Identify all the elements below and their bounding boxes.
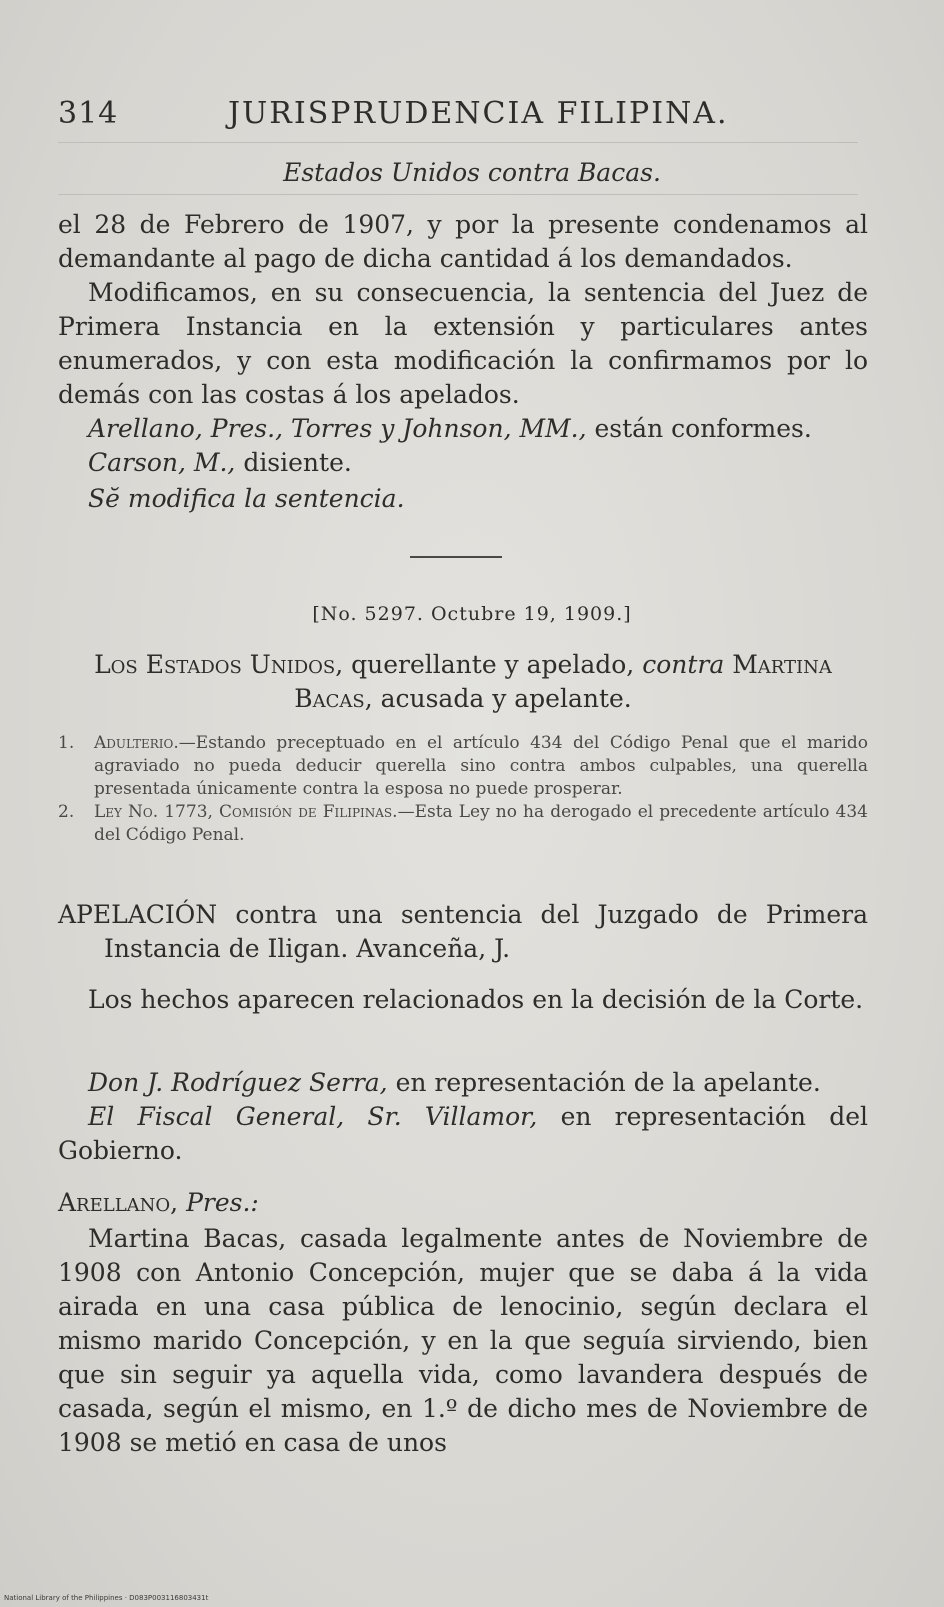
previous-case-ending — [58, 208, 868, 516]
counsel-appellant: Don J. Rodríguez Serra, en representación de la apelante. — [88, 1068, 821, 1097]
section-divider — [410, 556, 502, 558]
scan-footer: National Library of the Philippines · D083P003116803431t — [4, 1594, 209, 1602]
counsel — [58, 1066, 868, 1168]
page-number: 314 — [58, 96, 119, 131]
plaintiff-name: Los Estados Unidos — [94, 650, 336, 679]
concurrence-line: Arellano, Pres., Torres y Johnson, MM., están conformes. — [88, 414, 812, 443]
paragraph-continued: el 28 de Febrero de 1907, y por la presente condenamos al demandante al pago de dicha cantidad á los demandados. — [58, 210, 868, 273]
facts-paragraph: Los hechos aparecen relacionados en la decisión de la Corte. — [88, 985, 864, 1014]
running-title: JURISPRUDENCIA FILIPINA. — [228, 96, 729, 131]
appeal-heading: APELACIÓN contra una sentencia del Juzgado de Primera Instancia de Iligan. Avanceña, J. — [58, 900, 869, 963]
syllabus-topic: Ley No. 1773, Comisión de Filipinas. — [94, 802, 398, 822]
opinion-author: Arellano, Pres.: — [58, 1188, 259, 1217]
case-caption: Estados Unidos contra Bacas. — [283, 158, 661, 187]
dissent-line: Carson, M., disiente. — [88, 448, 352, 477]
dissenting-justice: Carson, M., — [88, 448, 236, 477]
syllabus-item: 1. Adulterio.—Estando preceptuado en el artículo 434 del Código Penal que el marido agraviado no pueda deducir querella sino contra ambos culpables, una querella presentada únicamente contra la esposa no puede prosperar. — [58, 733, 868, 799]
counsel-government: El Fiscal General, Sr. Villamor, en representación del Gobierno. — [58, 1102, 869, 1165]
header-rule — [58, 142, 858, 143]
caption-rule — [58, 194, 858, 195]
paragraph-modification: Modificamos, en su consecuencia, la sentencia del Juez de Primera Instancia en la extensión y particulares antes enumerados, y con esta modificación la confirmamos por lo demás con las costas á los apelados. — [58, 278, 868, 409]
syllabus — [58, 732, 868, 847]
opinion-text: Martina Bacas, casada legalmente antes de Noviembre de 1908 con Antonio Concepción, mujer que se daba á la vida airada en una casa pública de lenocinio, según declara el mismo marido Concepción, y en la que seguía sirviendo, bien que sin seguir ya aquella vida, como lavandera después de casada, según el mismo, en 1.º de dicho mes de Noviembre de 1908 se metió en casa de unos — [58, 1224, 868, 1457]
concurring-justices: Arellano, Pres., Torres y Johnson, MM., — [88, 414, 587, 443]
case-parties: Los Estados Unidos, querellante y apelado, contra Martina Bacas, acusada y apelante. — [94, 650, 832, 713]
appeal-label: APELACIÓN — [58, 900, 218, 929]
case-number-date: [No. 5297. Octubre 19, 1909.] — [312, 603, 632, 625]
syllabus-topic: Adulterio. — [94, 733, 179, 753]
syllabus-item: 2. Ley No. 1773, Comisión de Filipinas.—Esta Ley no ha derogado el precedente artículo 434 del Código Penal. — [58, 802, 868, 845]
disposition: Sĕ modifica la sentencia. — [88, 484, 405, 513]
defendant-name: Martina Bacas — [294, 650, 832, 713]
